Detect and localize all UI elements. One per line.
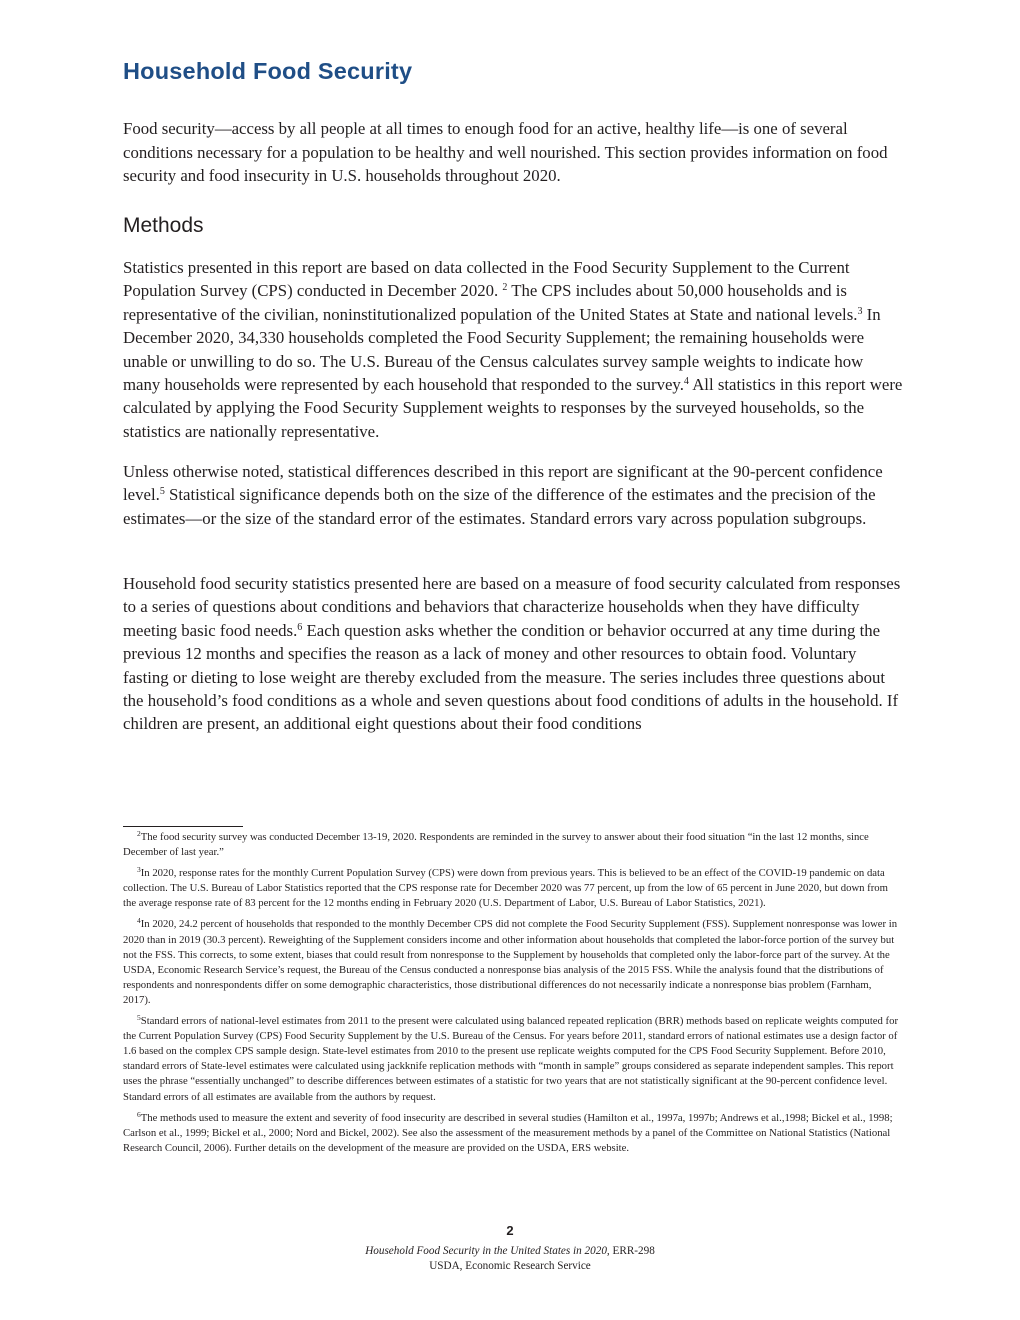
methods-p1-text-c: In December 2020, 34,330 households completed the Food Security Supplement; the remaining households were unable or unwilling to do so. The U.S. Bureau of the Census calculates survey sample weights to indicate how many households were represented by each household that responded to the survey.: [123, 304, 881, 395]
footer-agency: USDA, Economic Research Service: [429, 1260, 591, 1272]
methods-p3-text-b: Each question asks whether the condition or behavior occurred at any time during the previous 12 months and specifies the reason as a lack of money and other resources to obtain food. Voluntary fasting or dieting to lose weight are thereby excluded from the measure. The series includes three questions about the household’s food conditions as a whole and seven questions about food conditions of adults in the household. If children are present, an additional eight questions about their food conditions: [123, 620, 899, 734]
methods-p1-text-b: The CPS includes about 50,000 households and is representative of the civilian, noninstitutionalized population of the United States at State and national levels.: [123, 281, 858, 324]
methods-p2-text-a: Unless otherwise noted, statistical differences described in this report are significant at the 90-percent confidence level.: [123, 462, 883, 505]
footnotes-section: [123, 830, 901, 1162]
footnote-ref-6[interactable]: 6: [297, 621, 303, 633]
footnote-4: [123, 917, 901, 1008]
intro-paragraph: Food security—access by all people at all times to enough food for an active, healthy life—is one of several conditions necessary for a population to be healthy and well nourished. This section provides information on food security and food insecurity in U.S. households throughout 2020.: [123, 119, 888, 186]
methods-p2-text-b: Statistical significance depends both on the size of the difference of the estimates and the precision of the estimates—or the size of the standard error of the estimates. Standard errors vary across population subgroups.: [123, 485, 876, 528]
page-title: Household Food Security: [123, 58, 413, 84]
methods-p1-text-d: All statistics in this report were calculated by applying the Food Security Supplement weights to responses by the surveyed households, so the statistics are nationally representative.: [123, 375, 903, 441]
footnote-text: The methods used to measure the extent and severity of food insecurity are described in several studies (Hamilton et al., 1997a, 1997b; Andrews et al.,1998; Bickel et al., 1998; Carlson et al., 1999; Bickel et al., 2000; Nord and Bickel, 2002). See also the assessment of the measurement methods by a panel of the Committee on National Statistics (National Research Council, 2006). Further details on the development of the measure are provided on the USDA, ERS website.: [123, 1111, 893, 1154]
footnote-divider: [123, 826, 243, 827]
methods-p3-text-a: Household food security statistics presented here are based on a measure of food security calculated from responses to a series of questions about conditions and behaviors that characterize households when they have difficulty meeting basic food needs.: [123, 574, 901, 640]
footnote-number: 2: [137, 829, 141, 838]
methods-paragraph-3: [123, 572, 903, 736]
footnote-number: 3: [137, 865, 141, 875]
footnote-6: [123, 1111, 901, 1156]
methods-paragraph-1: [123, 256, 903, 443]
footer-report-line: [0, 1244, 1020, 1259]
footnote-ref-3[interactable]: 3: [857, 305, 863, 317]
methods-paragraph-2: [123, 460, 903, 530]
footer-report-id: ERR-298: [609, 1245, 655, 1257]
methods-p1-text-a: Statistics presented in this report are based on data collected in the Food Security Supplement to the Current Population Survey (CPS) conducted in December 2020.: [123, 258, 850, 301]
page-footer: [0, 1244, 1020, 1274]
footnote-text: In 2020, 24.2 percent of households that responded to the monthly December CPS did not complete the Food Security Supplement (FSS). Supplement nonresponse was lower in 2020 than in 2019 (30.3 percent). Reweighting of the Supplement considers income and other information about households that completed the labor-force portion of the survey but not the FSS. This corrects, to some extent, biases that could result from nonresponse to the Supplement by households that completed only the labor-force part of the survey. At the USDA, Economic Research Service’s request, the Bureau of the Census conducted a nonresponse bias analysis of the 2015 FSS. While the analysis found that the distributions of respondents and nonrespondents differ on some demographic characteristics, those distributional differences do not necessarily indicate a nonresponse bias problem (Farnham, 2017).: [123, 918, 898, 1006]
footnote-text: Standard errors of national-level estimates from 2011 to the present were calculated using balanced repeated replication (BRR) methods based on replicate weights computed for the Current Population Survey (CPS) Food Security Supplement by the U.S. Bureau of the Census. For years before 2011, standard errors of national estimates use a design factor of 1.6 based on the complex CPS sample design. State-level estimates from 2010 to the present use replicate weights computed for the CPS Food Security Supplement. Before 2010, standard errors of State-level estimates were calculated using jackknife replication methods with “month in sample” groups considered as separate independent samples. This report uses the phrase “essentially unchanged” to describe differences between estimates of a statistic for two years that are not statistically significant at the 90-percent confidence level. Standard errors of all estimates are available from the authors by request.: [123, 1015, 899, 1103]
footnote-number: 5: [137, 1013, 141, 1023]
footnote-number: 4: [137, 916, 141, 926]
page-number: 2: [506, 1223, 514, 1238]
footnote-ref-2[interactable]: 2: [502, 282, 508, 294]
methods-heading: Methods: [123, 214, 204, 237]
footnote-2: [123, 830, 901, 860]
footnote-5: [123, 1014, 901, 1105]
footer-report-title: Household Food Security in the United States in 2020,: [365, 1245, 610, 1257]
footnote-ref-4[interactable]: 4: [683, 376, 689, 388]
footnote-number: 6: [137, 1109, 141, 1119]
footnote-text: In 2020, response rates for the monthly Current Population Survey (CPS) were down from previous years. This is believed to be an effect of the COVID-19 pandemic on data collection. The U.S. Bureau of Labor Statistics reported that the CPS response rate for December 2020 was 77 percent, up from the low of 65 percent in June 2020, but down from the average response rate of 83 percent for the 12 months ending in February 2020 (U.S. Department of Labor, U.S. Bureau of Labor Statistics, 2021).: [123, 867, 888, 910]
footnote-ref-5[interactable]: 5: [159, 486, 165, 498]
footnote-3: [123, 866, 901, 911]
footnote-text: The food security survey was conducted December 13-19, 2020. Respondents are reminded in the survey to answer about their food situation “in the last 12 months, since December of last year.”: [123, 831, 869, 859]
